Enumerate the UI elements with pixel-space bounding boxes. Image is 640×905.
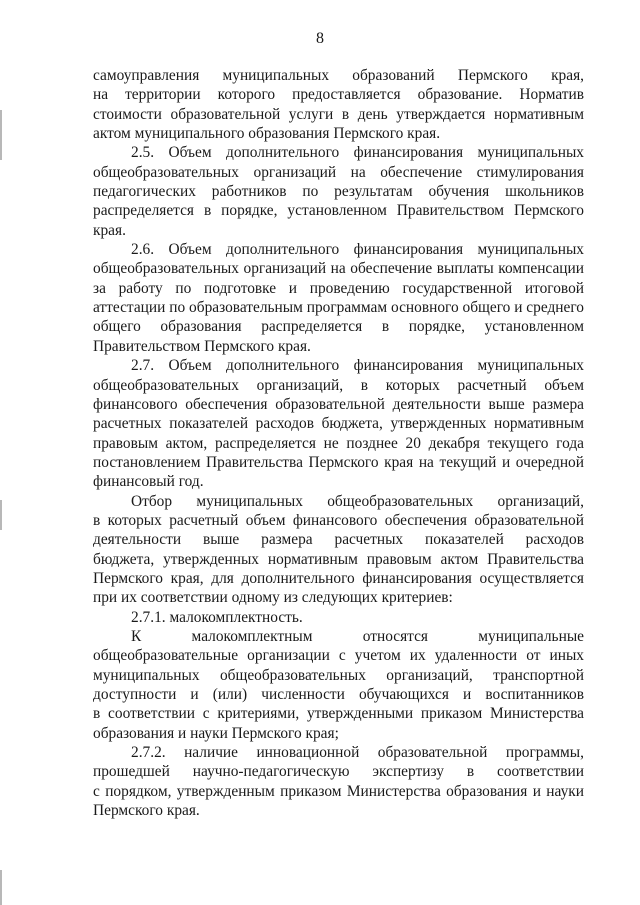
text-line: общеобразовательные организации с учетом их удаленности от иных	[93, 647, 584, 665]
text-line: расчетных показателей расходов бюджета, утвержденных нормативным	[93, 415, 584, 433]
text-line: 2.7.1. малокомплектность.	[131, 608, 303, 626]
text-line: за работу по подготовке и проведению государственной итоговой	[93, 279, 584, 297]
scan-edge-middle	[0, 500, 2, 530]
text-line: Правительством Пермского края.	[93, 337, 311, 355]
text-line: актом муниципального образования Пермского края.	[93, 125, 441, 143]
text-line: 2.6. Объем дополнительного финансирования муниципальных	[131, 241, 584, 259]
text-line: постановлением Правительства Пермского края на текущий и очередной	[93, 453, 584, 471]
text-line: Пермского края, для дополнительного финансирования осуществляется	[93, 569, 584, 587]
text-line: муниципальных общеобразовательных организаций, транспортной	[93, 666, 584, 684]
text-line: общеобразовательных организаций на обеспечение стимулирования	[93, 163, 584, 181]
text-line: в соответствии с критериями, утвержденными приказом Министерства	[93, 705, 584, 723]
text-line: с порядком, утвержденным приказом Министерства образования и науки	[93, 782, 584, 800]
text-line: 2.5. Объем дополнительного финансирования муниципальных	[131, 144, 584, 162]
text-line: 2.7.2. наличие инновационной образовательной программы,	[131, 744, 584, 762]
text-line: Пермского края.	[93, 802, 200, 820]
text-line: края.	[93, 221, 126, 239]
text-line: педагогических работников по результатам обучения школьников	[93, 183, 584, 201]
text-line: на территории которого предоставляется образование. Норматив	[93, 86, 584, 104]
text-line: 2.7. Объем дополнительного финансирования муниципальных	[131, 357, 584, 375]
text-line: самоуправления муниципальных образований Пермского края,	[93, 67, 584, 84]
text-line: финансовый год.	[93, 473, 204, 491]
text-line: общеобразовательных организаций, в которых расчетный объем	[93, 376, 584, 394]
text-line: аттестации по образовательным программам основного общего и среднего	[93, 299, 584, 317]
text-line: образования и науки Пермского края;	[93, 724, 339, 742]
scan-edge-bottom	[0, 870, 2, 905]
text-line: бюджета, утвержденных нормативным правовым актом Правительства	[93, 550, 584, 568]
text-line: Отбор муниципальных общеобразовательных организаций,	[131, 492, 584, 510]
text-line: общеобразовательных организаций на обеспечение выплаты компенсации	[93, 260, 584, 278]
text-line: К малокомплектным относятся муниципальные	[131, 627, 584, 645]
page-number: 8	[316, 30, 324, 47]
text-line: стоимости образовательной услуги в день утверждается нормативным	[93, 105, 584, 123]
text-line: доступности и (или) численности обучающихся и воспитанников	[93, 686, 584, 703]
text-line: в которых расчетный объем финансового обеспечения образовательной	[93, 511, 584, 529]
text-line: деятельности выше размера расчетных показателей расходов	[93, 531, 584, 549]
text-line: финансового обеспечения образовательной деятельности выше размера	[93, 395, 584, 413]
document-body	[93, 66, 584, 820]
scan-edge-top	[0, 110, 2, 160]
text-line: при их соответствии одному из следующих критериев:	[93, 589, 453, 607]
text-line: распределяется в порядке, установленном Правительством Пермского	[93, 202, 584, 220]
text-line: прошедшей научно-педагогическую экспертизу в соответствии	[93, 763, 584, 781]
text-line: общего образования распределяется в порядке, установленном	[93, 318, 584, 336]
text-line: правовым актом, распределяется не позднее 20 декабря текущего года	[93, 434, 584, 452]
